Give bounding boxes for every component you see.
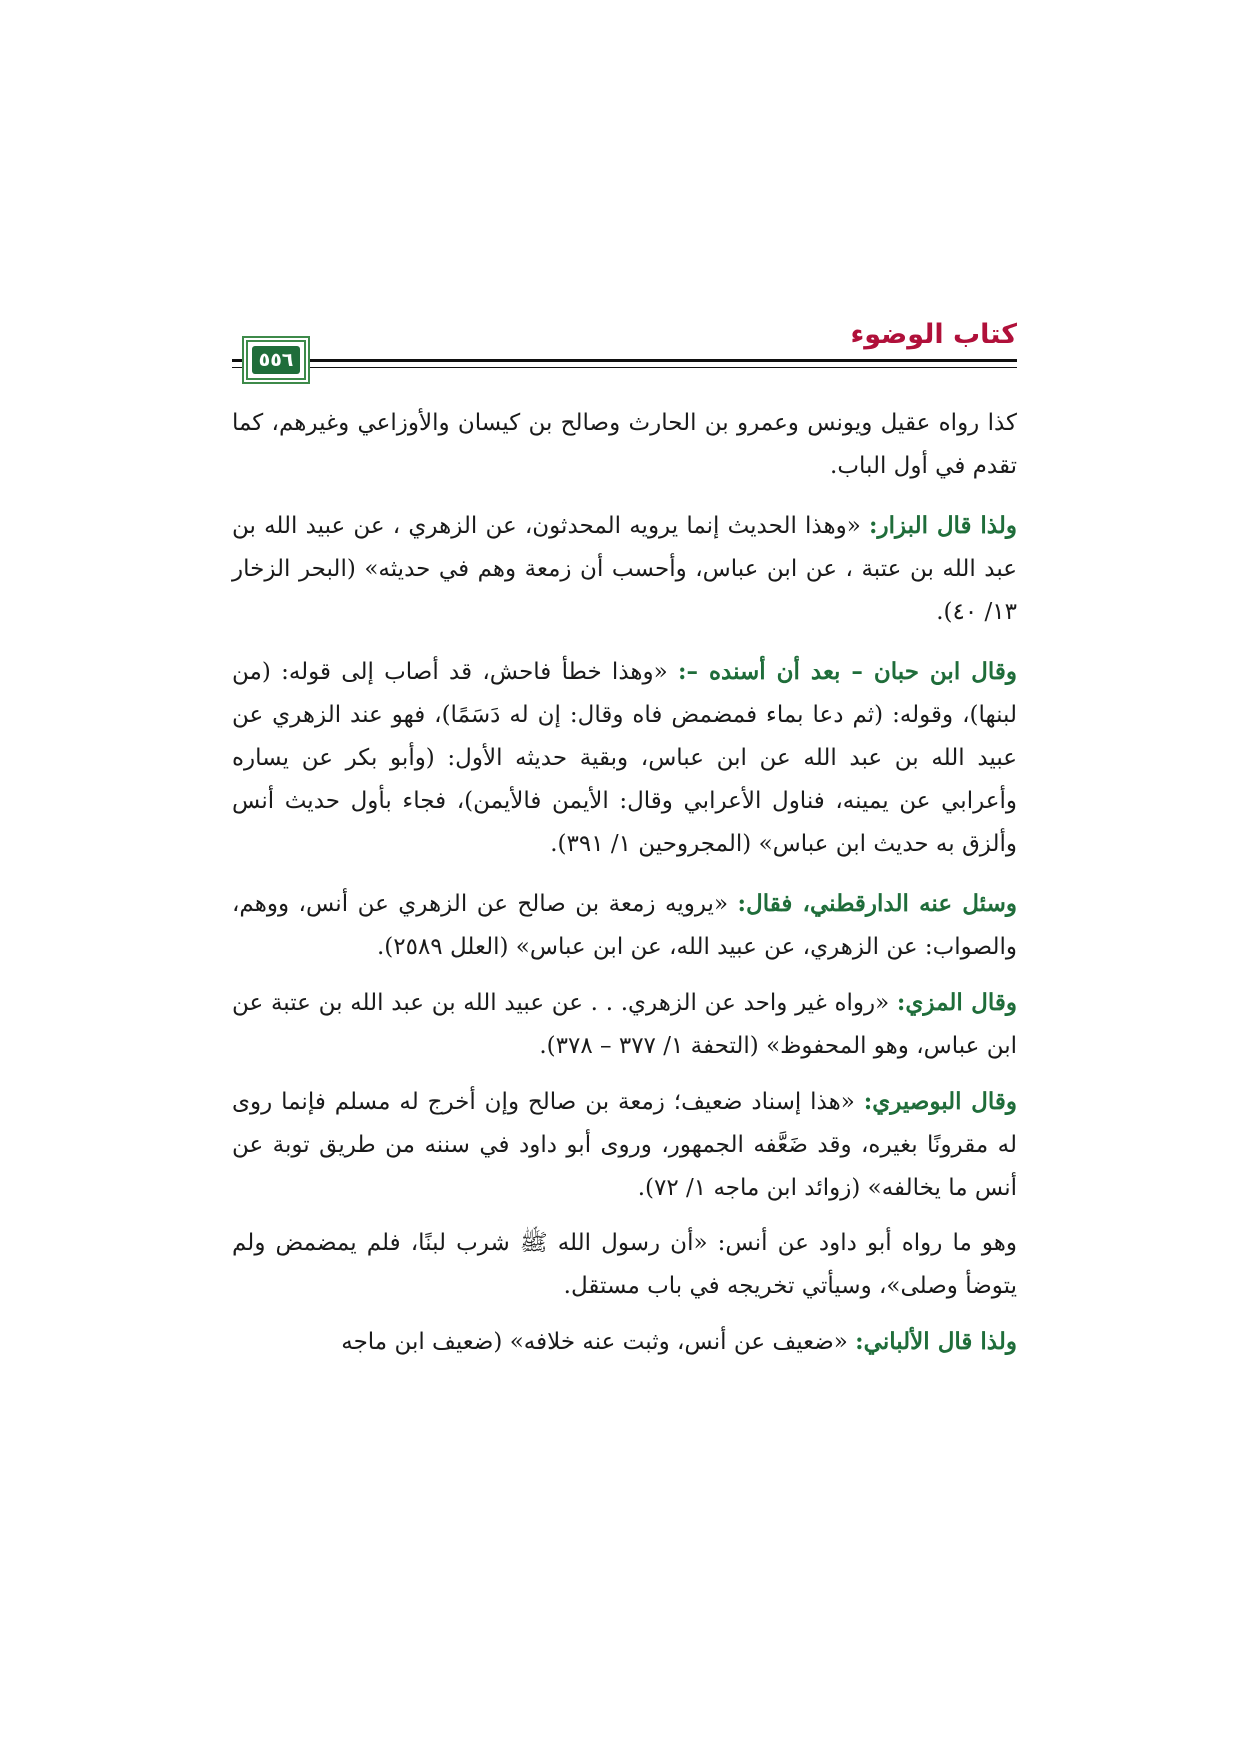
paragraph-lead: وسئل عنه الدارقطني، فقال: [737,890,1017,917]
paragraph-4 [232,882,1017,969]
paragraph-text: كذا رواه عقيل ويونس وعمرو بن الحارث وصالح بن كيسان والأوزاعي وغيرهم، كما تقدم في أول الباب. [232,410,1017,479]
page-number-frame [252,346,300,374]
paragraph-lead: وقال البوصيري: [863,1088,1017,1115]
paragraph-lead: ولذا قال الألباني: [855,1328,1017,1355]
page-number: ٥٥٦ [258,348,294,371]
paragraph-2 [232,504,1017,634]
paragraph-6 [232,1080,1017,1210]
paragraph-7 [232,1222,1017,1308]
header-rule-thick [232,359,1017,362]
paragraph-text: «يرويه زمعة بن صالح عن الزهري عن أنس، ووهم، والصواب: عن الزهري، عن عبيد الله، عن ابن عباس» (العلل ٢٥٨٩). [232,891,1017,960]
paragraph-1 [232,402,1017,488]
header-rule-thin [232,367,1017,368]
page-number-badge [246,340,306,380]
paragraph-lead: وقال المزي: [896,989,1017,1016]
paragraph-text: «ضعيف عن أنس، وثبت عنه خلافه» (ضعيف ابن ماجه [341,1329,856,1355]
page-body [232,402,1017,1380]
paragraph-text: «وهذا خطأ فاحش، قد أصاب إلى قوله: (من لبنها)، وقوله: (ثم دعا بماء فمضمض فاه وقال: إن له دَسَمًا)، فهو عند الزهري عن عبيد الله بن عبد الله عن ابن عباس، وبقية حديثه الأول: (وأبو بكر عن يساره وأعرابي عن يمينه، فناول الأعرابي وقال: الأيمن فالأيمن)، فجاء بأول حديث أنس وألزق به حديث ابن عباس» (المجروحين ١/ ٣٩١). [232,659,1017,857]
paragraph-lead: ولذا قال البزار: [868,512,1017,539]
paragraph-5 [232,981,1017,1068]
paragraph-3 [232,650,1017,866]
paragraph-text: «رواه غير واحد عن الزهري. . . عن عبيد الله بن عبد الله بن عتبة عن ابن عباس، وهو المحفوظ» (التحفة ١/ ٣٧٧ – ٣٧٨). [232,990,1017,1059]
page-header [232,318,1017,388]
paragraph-8 [232,1320,1017,1364]
paragraph-lead: وقال ابن حبان – بعد أن أسنده –: [677,658,1017,685]
paragraph-text: وهو ما رواه أبو داود عن أنس: «أن رسول الله ﷺ شرب لبنًا، فلم يمضمض ولم يتوضأ وصلى»، وسيأتي تخريجه في باب مستقل. [232,1230,1017,1299]
paragraph-text: «هذا إسناد ضعيف؛ زمعة بن صالح وإن أخرج له مسلم فإنما روى له مقرونًا بغيره، وقد ضَعَّفه الجمهور، وروى أبو داود في سننه من طريق توبة عن أنس ما يخالفه» (زوائد ابن ماجه ١/ ٧٢). [232,1089,1017,1201]
book-title: كتاب الوضوء [850,319,1017,350]
paragraph-text: «وهذا الحديث إنما يرويه المحدثون، عن الزهري ، عن عبيد الله بن عبد الله بن عتبة ، عن ابن عباس، وأحسب أن زمعة وهم في حديثه» (البحر الزخار ١٣/ ٤٠). [232,513,1017,625]
